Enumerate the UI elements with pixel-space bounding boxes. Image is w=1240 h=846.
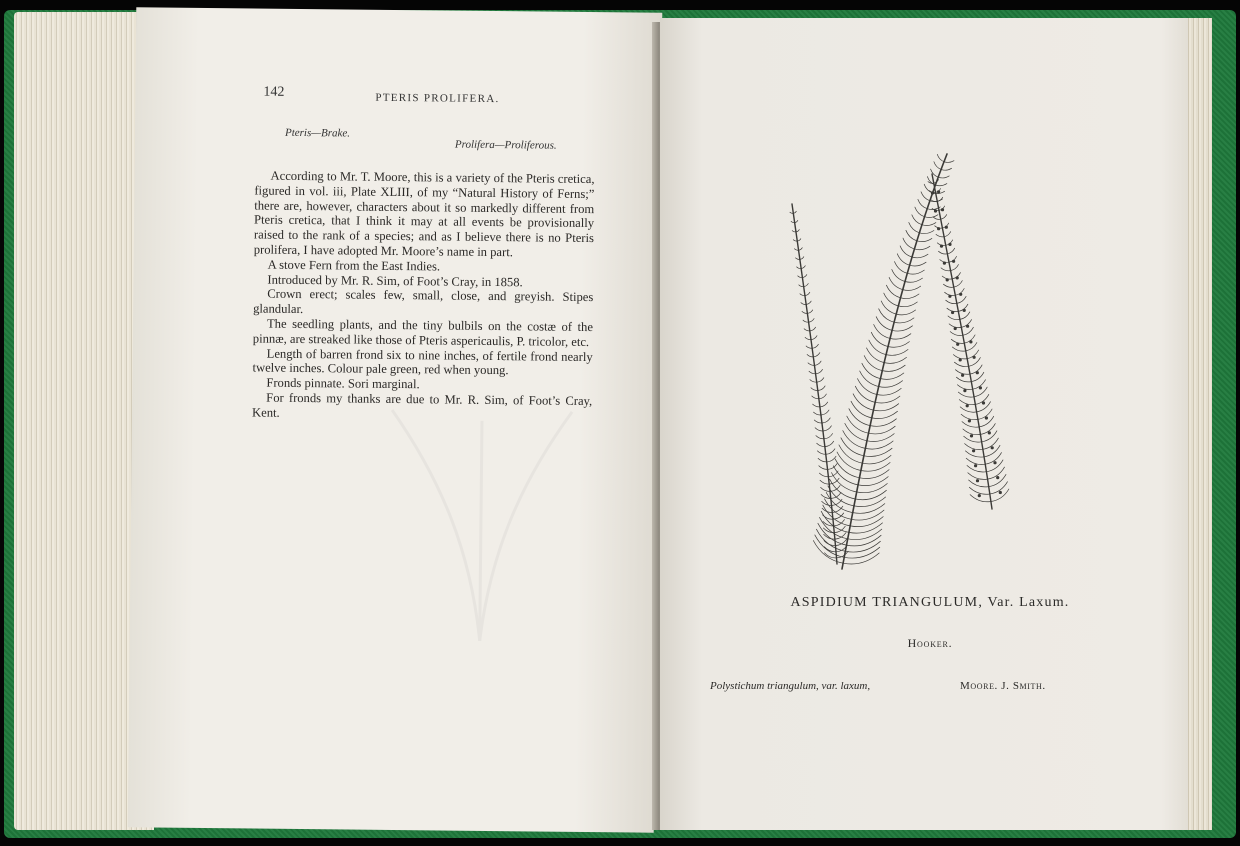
fern-pinna: [837, 452, 861, 471]
fern-pinna: [898, 302, 917, 307]
fern-pinna: [890, 334, 911, 339]
fern-pinna: [914, 246, 930, 249]
fern-sorus: [993, 461, 996, 464]
fern-pinna: [875, 396, 900, 403]
fern-pinna: [905, 278, 923, 282]
fern-sorus: [948, 295, 951, 298]
paragraph: A stove Fern from the East Indies.: [267, 257, 441, 274]
fern-sorus: [956, 343, 959, 346]
fern-pinna: [946, 300, 957, 303]
fern-pinna: [879, 309, 894, 322]
fern-pinna: [869, 426, 896, 434]
fern-pinna: [821, 402, 828, 407]
fern-sorus: [941, 208, 944, 211]
fern-pinna: [966, 458, 985, 464]
fern-sorus: [985, 416, 988, 419]
fern-pinna: [825, 553, 837, 558]
fern-pinna: [963, 429, 981, 435]
fern-pinna: [969, 487, 990, 494]
fern-pinna: [934, 162, 941, 170]
fern-pinna: [961, 414, 978, 419]
fern-pinna: [948, 316, 960, 320]
fern-sorus: [946, 278, 949, 281]
fern-illustration: [782, 144, 1022, 584]
fern-pinna: [801, 266, 805, 269]
fern-pinna: [947, 248, 954, 254]
fern-sorus: [937, 227, 940, 230]
fern-sorus: [951, 311, 954, 314]
fern-pinna: [811, 336, 817, 340]
fern-pinna: [850, 517, 883, 527]
fern-pinna: [843, 553, 879, 564]
fern-pinna: [813, 344, 819, 348]
fern-pinna: [827, 449, 835, 454]
fern-sorus: [974, 464, 977, 467]
paragraph: Length of barren frond six to nine inches, of fertile frond nearly twelve inches. Colour pale green, red when young.: [252, 346, 593, 378]
fern-pinna: [909, 223, 920, 233]
fern-sorus: [970, 434, 973, 437]
fern-pinna: [950, 332, 963, 336]
fern-sorus: [973, 356, 976, 359]
fern-pinna: [816, 369, 822, 373]
fern-pinna: [956, 377, 971, 382]
synonym: Polystichum triangulum, var. laxum,: [710, 680, 871, 692]
fern-pinna: [943, 284, 953, 287]
fern-pinna: [889, 277, 903, 289]
plate-author: Hooker.: [907, 636, 953, 650]
fern-sorus: [999, 491, 1002, 494]
fern-pinna: [886, 285, 900, 298]
fern-sorus: [979, 386, 982, 389]
fern-sorus: [996, 476, 999, 479]
fern-pinna: [810, 327, 815, 331]
fern-pinna: [968, 473, 988, 480]
paragraph: Fronds pinnate. Sori marginal.: [266, 375, 420, 392]
fern-pinna: [808, 310, 813, 313]
fern-sorus: [978, 494, 981, 497]
fern-pinna: [815, 361, 821, 365]
fern-pinna: [806, 301, 811, 304]
fern-pinna: [854, 497, 886, 507]
fern-pinna: [872, 411, 898, 418]
fern-sorus: [991, 446, 994, 449]
fern-pinna: [912, 254, 928, 258]
fern-pinna: [938, 176, 949, 178]
fern-pinna: [921, 192, 930, 201]
fern-pinna: [922, 223, 936, 226]
fern-pinna: [886, 350, 908, 356]
fern-sorus: [976, 371, 979, 374]
fern-pinna: [800, 257, 804, 260]
running-head: PTERIS PROLIFERA.: [375, 91, 500, 106]
fern-pinna: [884, 293, 899, 306]
fern-pinna: [918, 199, 927, 208]
fern-sorus: [972, 449, 975, 452]
fern-pinna: [871, 332, 888, 346]
paragraph: For fronds my thanks are due to Mr. R. Sim, of Foot’s Cray, Kent.: [251, 390, 593, 420]
fern-sorus: [966, 325, 969, 328]
fern-pinna: [884, 357, 906, 363]
fern-pinna: [828, 464, 837, 470]
fern-pinna: [960, 312, 970, 320]
fern-pinna: [823, 505, 850, 526]
fern-sorus: [948, 243, 951, 246]
fern-pinna: [797, 239, 801, 241]
fern-pinna: [896, 310, 915, 315]
fern-pinna: [828, 456, 836, 462]
fern-pinna: [822, 410, 829, 415]
fern-pinna: [954, 362, 968, 366]
fern-pinna: [869, 340, 886, 355]
fern-pinna: [935, 184, 947, 186]
fern-sorus: [963, 389, 966, 392]
fern-pinna: [954, 281, 963, 288]
fern-pinna: [804, 284, 808, 287]
fern-pinna: [882, 365, 905, 371]
fern-pinna: [821, 511, 849, 532]
fern-pinna: [912, 215, 922, 225]
fern-pinna: [881, 301, 896, 314]
fern-pinna: [907, 270, 924, 274]
fern-sorus: [959, 293, 962, 296]
fern-pinna: [959, 400, 975, 405]
fern-sorus: [959, 358, 962, 361]
fern-sorus: [968, 419, 971, 422]
fern-pinna: [849, 409, 870, 426]
fern-pinna: [955, 370, 970, 375]
fern-pinna: [991, 489, 1009, 502]
fern-pinna: [849, 523, 883, 533]
fern-pinna: [915, 207, 925, 217]
fern-pinna: [814, 353, 820, 357]
fern-pinna: [851, 510, 884, 520]
left-page: [128, 7, 663, 832]
fern-pinna: [903, 286, 921, 290]
fern-pinna: [936, 234, 944, 236]
fern-pinna: [824, 426, 832, 431]
fern-sorus: [940, 245, 943, 248]
fern-pinna: [803, 275, 807, 278]
fern-pinna: [825, 499, 852, 520]
fern-pinna: [847, 535, 882, 546]
fern-pinna: [873, 404, 898, 411]
paragraph: The seedling plants, and the tiny bulbils on the costæ of the pinnæ, are streaked like those of Pteris aspericaulis, P. tricolor, etc.: [252, 316, 594, 349]
body-text: [252, 169, 595, 424]
fern-pinna: [964, 436, 982, 442]
fern-pinna: [963, 327, 974, 335]
fern-sorus: [976, 479, 979, 482]
fern-pinna: [906, 230, 917, 241]
fern-pinna: [953, 355, 967, 359]
fern-pinna: [910, 262, 927, 266]
fern-pinna: [818, 523, 847, 545]
fern-pinna: [879, 381, 903, 388]
fern-sorus: [931, 191, 934, 194]
fern-pinna: [874, 325, 890, 339]
fern-sorus: [988, 431, 991, 434]
fern-pinna: [951, 265, 959, 271]
fern-pinna: [826, 441, 834, 446]
fern-pinna: [888, 342, 909, 348]
fern-pinna: [867, 348, 885, 363]
paragraph: Introduced by Mr. R. Sim, of Foot’s Cray, in 1858.: [267, 272, 523, 289]
fern-pinna: [876, 317, 892, 331]
paragraph: Crown erect; scales few, small, close, and greyish. Stipes glandular.: [253, 287, 594, 317]
fern-pinna: [817, 378, 824, 382]
fern-sorus: [956, 276, 959, 279]
fern-pinna: [960, 407, 976, 412]
fern-pinna: [870, 419, 896, 427]
fern-pinna: [805, 292, 810, 295]
fern-pinna: [820, 394, 827, 399]
fern-pinna: [864, 356, 882, 371]
etymology-species: Prolifera—Proliferous.: [454, 138, 557, 152]
fern-pinna: [865, 441, 893, 449]
fern-pinna: [819, 386, 826, 391]
fern-pinna: [933, 217, 940, 219]
fern-pinna: [835, 459, 859, 478]
page-number: 142: [263, 84, 285, 100]
fern-pinna: [862, 363, 881, 378]
fern-pinna: [957, 385, 972, 390]
fern-sorus: [943, 262, 946, 265]
fern-pinna: [894, 318, 914, 323]
fern-pinna: [988, 467, 1005, 479]
fern-pinna: [941, 215, 947, 220]
fern-pinna: [867, 434, 894, 442]
fern-pinna: [941, 168, 952, 170]
fern-sorus: [954, 327, 957, 330]
fern-sorus: [937, 190, 940, 193]
fern-pinna: [892, 326, 913, 331]
fern-pinna: [847, 416, 869, 433]
fern-sorus: [982, 401, 985, 404]
fern-pinna: [925, 215, 939, 218]
fern-pinna: [830, 479, 856, 499]
fern-sorus: [963, 309, 966, 312]
fern-pinna: [962, 422, 979, 428]
fern-pinna: [939, 251, 948, 254]
paragraph: According to Mr. T. Moore, this is a variety of the Pteris cretica, figured in vol. iii, Plate XLIII, of my “Natural History of Ferns;” there are, however, characters about it so markedly different from Pteris cretica, that I think it may at all events be provisionally raised to the rank of a species; and as I believe there is no Pteris prolifera, I have adopted Mr. Moore’s name in part.: [253, 168, 595, 260]
fern-pinna: [809, 319, 814, 323]
fern-pinna: [900, 246, 912, 257]
fern-pinna: [834, 520, 844, 526]
fern-pinna: [985, 453, 1001, 465]
fern-pinna: [957, 296, 966, 303]
fern-sorus: [966, 404, 969, 407]
synonym-authors: Moore. J. Smith.: [960, 680, 1046, 692]
fern-pinna: [919, 231, 934, 234]
right-page: [660, 18, 1188, 830]
fern-pinna: [941, 268, 951, 271]
fern-pinna: [877, 388, 901, 395]
fern-sorus: [934, 209, 937, 212]
fern-pinna: [824, 534, 836, 539]
fern-sorus: [969, 340, 972, 343]
fern-sorus: [961, 374, 964, 377]
fern-pinna: [937, 154, 944, 161]
fern-pinna: [944, 232, 951, 237]
fern-pinna: [851, 401, 872, 418]
fern-sorus: [945, 226, 948, 229]
page-edges-right: [1186, 18, 1212, 830]
fern-pinna: [965, 444, 983, 450]
fern-pinna: [823, 418, 830, 423]
plate-title: ASPIDIUM TRIANGULUM, Var. Laxum.: [790, 595, 1070, 610]
fern-pinna: [944, 161, 954, 163]
fern-pinna: [848, 529, 882, 539]
fern-sorus: [952, 260, 955, 263]
fern-pinna: [825, 434, 833, 439]
fern-pinna: [952, 347, 966, 351]
show-through-illustration: [350, 390, 613, 653]
fern-pinna: [901, 294, 920, 299]
fern-pinna: [799, 248, 803, 251]
fern-pinna: [853, 504, 885, 514]
fern-pinna: [917, 238, 932, 241]
fern-pinna: [864, 448, 892, 456]
fern-pinna: [881, 373, 904, 379]
fern-pinna: [990, 482, 1008, 494]
etymology-genus: Pteris—Brake.: [284, 126, 351, 140]
fern-pinna: [966, 343, 977, 351]
fern-pinna: [958, 392, 974, 397]
fern-pinna: [862, 455, 891, 464]
fern-pinna: [903, 238, 914, 249]
